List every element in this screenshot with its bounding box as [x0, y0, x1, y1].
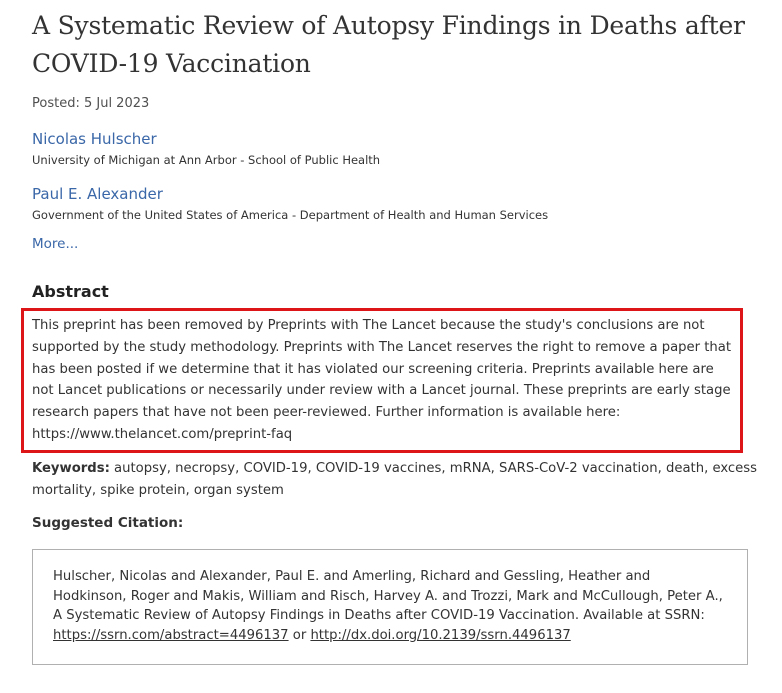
- keywords-text: autopsy, necropsy, COVID-19, COVID-19 vaccines, mRNA, SARS-CoV-2 vaccination, death, excess mortality, spike protein, organ system: [32, 460, 758, 498]
- abstract-heading: Abstract: [32, 282, 109, 301]
- author-affiliation: Government of the United States of America - Department of Health and Human Services: [32, 208, 549, 222]
- author-affiliation: University of Michigan at Ann Arbor - School of Public Health: [32, 153, 381, 167]
- doi-link[interactable]: http://dx.doi.org/10.2139/ssrn.4496137: [310, 627, 571, 643]
- more-authors-link[interactable]: More...: [32, 236, 79, 252]
- author-block: [32, 129, 762, 168]
- keywords-label: Keywords:: [32, 460, 110, 476]
- abstract-highlight-box: [21, 308, 743, 453]
- citation-body: Hulscher, Nicolas and Alexander, Paul E. and Amerling, Richard and Gessling, Heather and Hodkinson, Roger and Makis, William and Risch, Harvey A. and Trozzi, Mark and McCullough, Peter A., A Systematic Review of Autopsy Findings in Deaths after COVID-19 Vaccination. Available at SSRN:: [53, 569, 723, 624]
- author-name-link[interactable]: Nicolas Hulscher: [32, 130, 157, 148]
- citation-box: [32, 549, 748, 665]
- paper-page: [32, 0, 762, 665]
- suggested-citation-heading: Suggested Citation:: [32, 515, 184, 532]
- author-name-link[interactable]: Paul E. Alexander: [32, 185, 163, 203]
- paper-title: A Systematic Review of Autopsy Findings in Deaths after COVID-19 Vaccination: [32, 11, 745, 78]
- keywords: [32, 458, 762, 502]
- abstract-text: This preprint has been removed by Preprints with The Lancet because the study's conclusions are not supported by the study methodology. Preprints with The Lancet reserves the right to remove a paper that has been posted if we determine that it has violated our screening criteria. Preprints available here are not Lancet publications or necessarily under review with a Lancet journal. These preprints are early stage research papers that have not been peer-reviewed. Further information is available here: https://www.thelancet.com/preprint-faq: [32, 318, 732, 442]
- posted-date: Posted: 5 Jul 2023: [32, 96, 150, 111]
- citation-separator: or: [288, 627, 311, 643]
- ssrn-link[interactable]: https://ssrn.com/abstract=4496137: [53, 627, 289, 643]
- citation-text: [53, 567, 727, 645]
- author-block: [32, 184, 762, 223]
